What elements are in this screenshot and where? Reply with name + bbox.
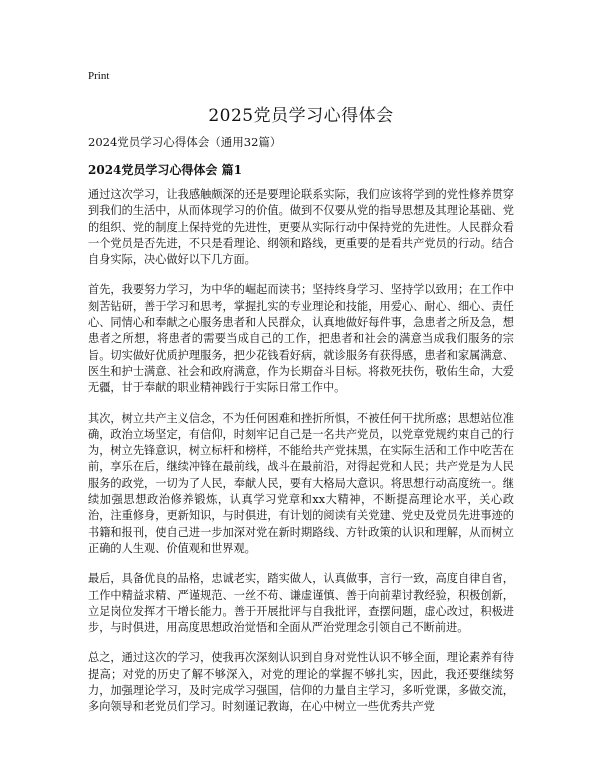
- section-heading: 2024党员学习心得体会 篇1: [88, 163, 242, 177]
- paragraph: 通过这次学习，让我感触颇深的还是要理论联系实际，我们应该将学到的党性修养贯穿到我们的生活中，从而体现学习的价值。做到不仅要从党的指导思想及其理论基础、党的组织、党的制度上保持党的先进性，更要从实际行动中保持党的先进性。人民群众看一个党员是否先进，不只是看理论、纲领和路线，更重要的是看共产党员的行动。结合自身实际，决心做好以下几方面。: [88, 188, 514, 267]
- document-subtitle: 2024党员学习心得体会（通用32篇）: [88, 135, 282, 149]
- paragraph: 首先，我要努力学习，为中华的崛起而读书；坚持终身学习、坚持学以致用；在工作中刻苦钻研，善于学习和思考，掌握扎实的专业理论和技能，用爱心、耐心、细心、责任心、同情心和奉献之心服务患者和人民群众，认真地做好每件事，急患者之所及急，想患者之所想，将患者的需要当成自己的工作，把患者和社会的满意当成我们服务的宗旨。切实做好优质护理服务，把少花钱看好病，就诊服务有获得感，患者和家属满意、医生和护士满意、社会和政府满意，作为长期奋斗目标。将救死扶伤，敬佑生命，大爱无疆，甘于奉献的职业精神践行于实际日常工作中。: [88, 283, 514, 395]
- paragraph: 总之，通过这次的学习，使我再次深刻认识到自身对党性认识不够全面，理论素养有待提高；对党的历史了解不够深入，对党的理论的掌握不够扎实，因此，我还要继续努力，加强理论学习，及时完成学习强国，信仰的力量自主学习，多听党课，多做交流，多向领导和老党员们学习。时刻谨记教诲，在心中树立一些优秀共产党: [88, 651, 514, 714]
- paragraph: 最后，具备优良的品格，忠诚老实，踏实做人，认真做事，言行一致，高度自律自省，工作中精益求精、严谨规范、一丝不苟、谦虚谨慎、善于向前辈讨教经验，积极创新，立足岗位发挥才干增长能力。善于开展批评与自我批评，查摆问题，虚心改过，积极进步，与时俱进，用高度思想政治觉悟和全面从严治党理念引领自己不断前进。: [88, 572, 514, 635]
- paragraph: 其次，树立共产主义信念，不为任何困难和挫折所惧，不被任何干扰所惑；思想站位准确，政治立场坚定，有信仰，时刻牢记自己是一名共产党员，以党章党规约束自己的行为，树立先锋意识，树立标杆和榜样，不能给共产党抹黑，在实际生活和工作中吃苦在前，享乐在后，继续冲锋在最前线，战斗在最前沿，对得起党和人民；共产党是为人民服务的政党，一切为了人民，奉献人民，要有大格局大意识。将思想行动高度统一。继续加强思想政治修养锻炼，认真学习党章和xx大精神，不断提高理论水平，关心政治，注重修身，更新知识，与时俱进，有计划的阅读有关党建、党史及党员先进事迹的书籍和报刊，使自己进一步加深对党在新时期路线、方针政策的认识和理解，从而树立正确的人生观、价值观和世界观。: [88, 411, 514, 555]
- document-title: 2025党员学习心得体会: [208, 106, 394, 126]
- print-link[interactable]: Print: [88, 70, 110, 82]
- article-body: [88, 187, 514, 730]
